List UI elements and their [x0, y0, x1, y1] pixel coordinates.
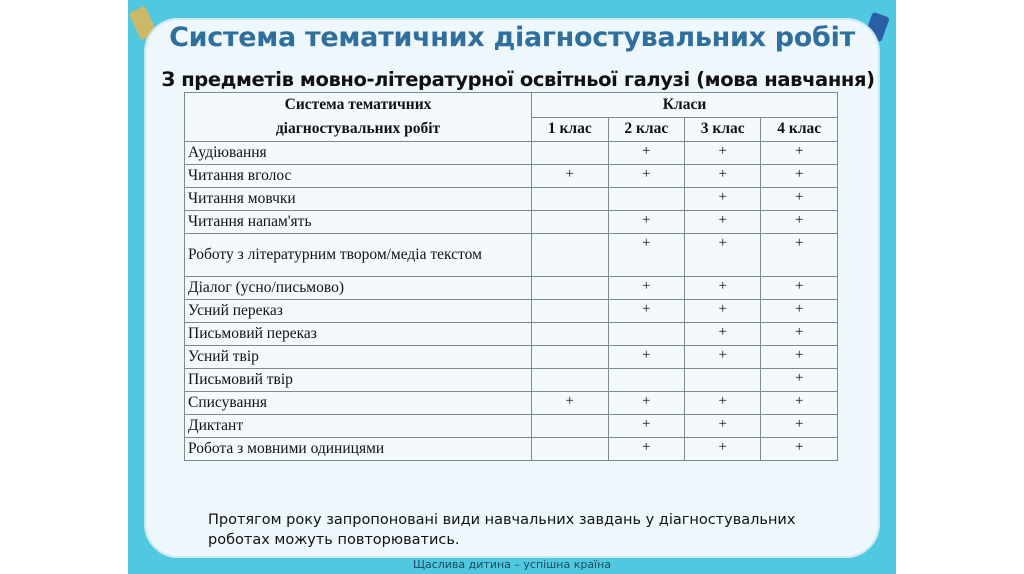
mark-cell-class-4: +: [761, 392, 838, 415]
mark-cell-class-2: +: [608, 438, 684, 461]
table-row: [185, 415, 838, 438]
mark-cell-class-3: +: [685, 438, 761, 461]
mark-cell-class-2: +: [608, 142, 684, 165]
mark-cell-class-2: [608, 323, 684, 346]
mark-cell-class-3: +: [685, 188, 761, 211]
row-name: Списування: [185, 392, 532, 415]
mark-cell-class-2: +: [608, 300, 684, 323]
table-row: [185, 142, 838, 165]
table-row: [185, 392, 838, 415]
table-row: [185, 346, 838, 369]
class-header-3: 3 клас: [685, 117, 761, 142]
row-name: Письмовий твір: [185, 369, 532, 392]
mark-cell-class-2: [608, 188, 684, 211]
mark-cell-class-4: +: [761, 369, 838, 392]
row-name: Аудіювання: [185, 142, 532, 165]
table-row: [185, 188, 838, 211]
row-name: Письмовий переказ: [185, 323, 532, 346]
class-header-2: 2 клас: [608, 117, 684, 142]
table-row: [185, 211, 838, 234]
slide-subtitle: З предметів мовно-літературної освітньої галузі (мова навчання): [161, 68, 875, 91]
mark-cell-class-2: +: [608, 211, 684, 234]
mark-cell-class-3: [685, 369, 761, 392]
mark-cell-class-3: +: [685, 346, 761, 369]
mark-cell-class-4: +: [761, 211, 838, 234]
mark-cell-class-2: +: [608, 346, 684, 369]
slide: [128, 0, 896, 574]
mark-cell-class-1: [532, 142, 608, 165]
table-body: [185, 142, 838, 461]
diagnostics-table: [184, 92, 838, 461]
table-row: [185, 438, 838, 461]
mark-cell-class-3: +: [685, 165, 761, 188]
mark-cell-class-1: [532, 323, 608, 346]
row-name: Читання напам'ять: [185, 211, 532, 234]
row-name: Диктант: [185, 415, 532, 438]
table-row: [185, 234, 838, 277]
table-row: [185, 277, 838, 300]
mark-cell-class-3: +: [685, 142, 761, 165]
mark-cell-class-2: [608, 369, 684, 392]
row-name: Читання вголос: [185, 165, 532, 188]
mark-cell-class-1: [532, 369, 608, 392]
row-name: Читання мовчки: [185, 188, 532, 211]
table-row: [185, 165, 838, 188]
mark-cell-class-4: +: [761, 300, 838, 323]
mark-cell-class-4: +: [761, 346, 838, 369]
header-works-line2: діагностувальних робіт: [275, 120, 441, 137]
header-works-column: [185, 93, 532, 142]
mark-cell-class-4: +: [761, 438, 838, 461]
mark-cell-class-2: +: [608, 415, 684, 438]
mark-cell-class-1: [532, 277, 608, 300]
mark-cell-class-3: +: [685, 323, 761, 346]
header-classes-group: Класи: [532, 93, 838, 118]
mark-cell-class-1: [532, 415, 608, 438]
mark-cell-class-3: +: [685, 277, 761, 300]
mark-cell-class-3: +: [685, 392, 761, 415]
row-name: Діалог (усно/письмово): [185, 277, 532, 300]
mark-cell-class-3: +: [685, 300, 761, 323]
mark-cell-class-4: +: [761, 277, 838, 300]
class-header-1: 1 клас: [532, 117, 608, 142]
mark-cell-class-4: +: [761, 323, 838, 346]
table-row: [185, 300, 838, 323]
header-works-line1: Система тематичних: [284, 96, 432, 113]
mark-cell-class-1: [532, 188, 608, 211]
mark-cell-class-4: +: [761, 165, 838, 188]
mark-cell-class-1: [532, 234, 608, 277]
mark-cell-class-2: +: [608, 234, 684, 277]
row-name: Усний твір: [185, 346, 532, 369]
class-header-4: 4 клас: [761, 117, 838, 142]
row-name: Робота з мовними одиницями: [185, 438, 532, 461]
footer-slogan: Щаслива дитина – успішна країна: [412, 558, 612, 571]
footnote: Протягом року запропоновані види навчальних завдань у діагностувальних роботах можуть повторюватись.: [208, 512, 796, 548]
mark-cell-class-1: [532, 346, 608, 369]
mark-cell-class-2: +: [608, 277, 684, 300]
row-name: Роботу з літературним твором/медіа текстом: [185, 234, 532, 277]
mark-cell-class-2: +: [608, 165, 684, 188]
mark-cell-class-3: +: [685, 415, 761, 438]
table-row: [185, 323, 838, 346]
slide-title: Система тематичних діагностувальних робіт: [169, 22, 855, 53]
table-header-row: [185, 93, 838, 118]
mark-cell-class-1: [532, 300, 608, 323]
mark-cell-class-1: +: [532, 392, 608, 415]
mark-cell-class-3: +: [685, 211, 761, 234]
mark-cell-class-3: +: [685, 234, 761, 277]
row-name: Усний переказ: [185, 300, 532, 323]
mark-cell-class-2: +: [608, 392, 684, 415]
mark-cell-class-4: +: [761, 188, 838, 211]
mark-cell-class-1: [532, 211, 608, 234]
table-row: [185, 369, 838, 392]
mark-cell-class-4: +: [761, 142, 838, 165]
mark-cell-class-4: +: [761, 234, 838, 277]
mark-cell-class-4: +: [761, 415, 838, 438]
mark-cell-class-1: +: [532, 165, 608, 188]
mark-cell-class-1: [532, 438, 608, 461]
